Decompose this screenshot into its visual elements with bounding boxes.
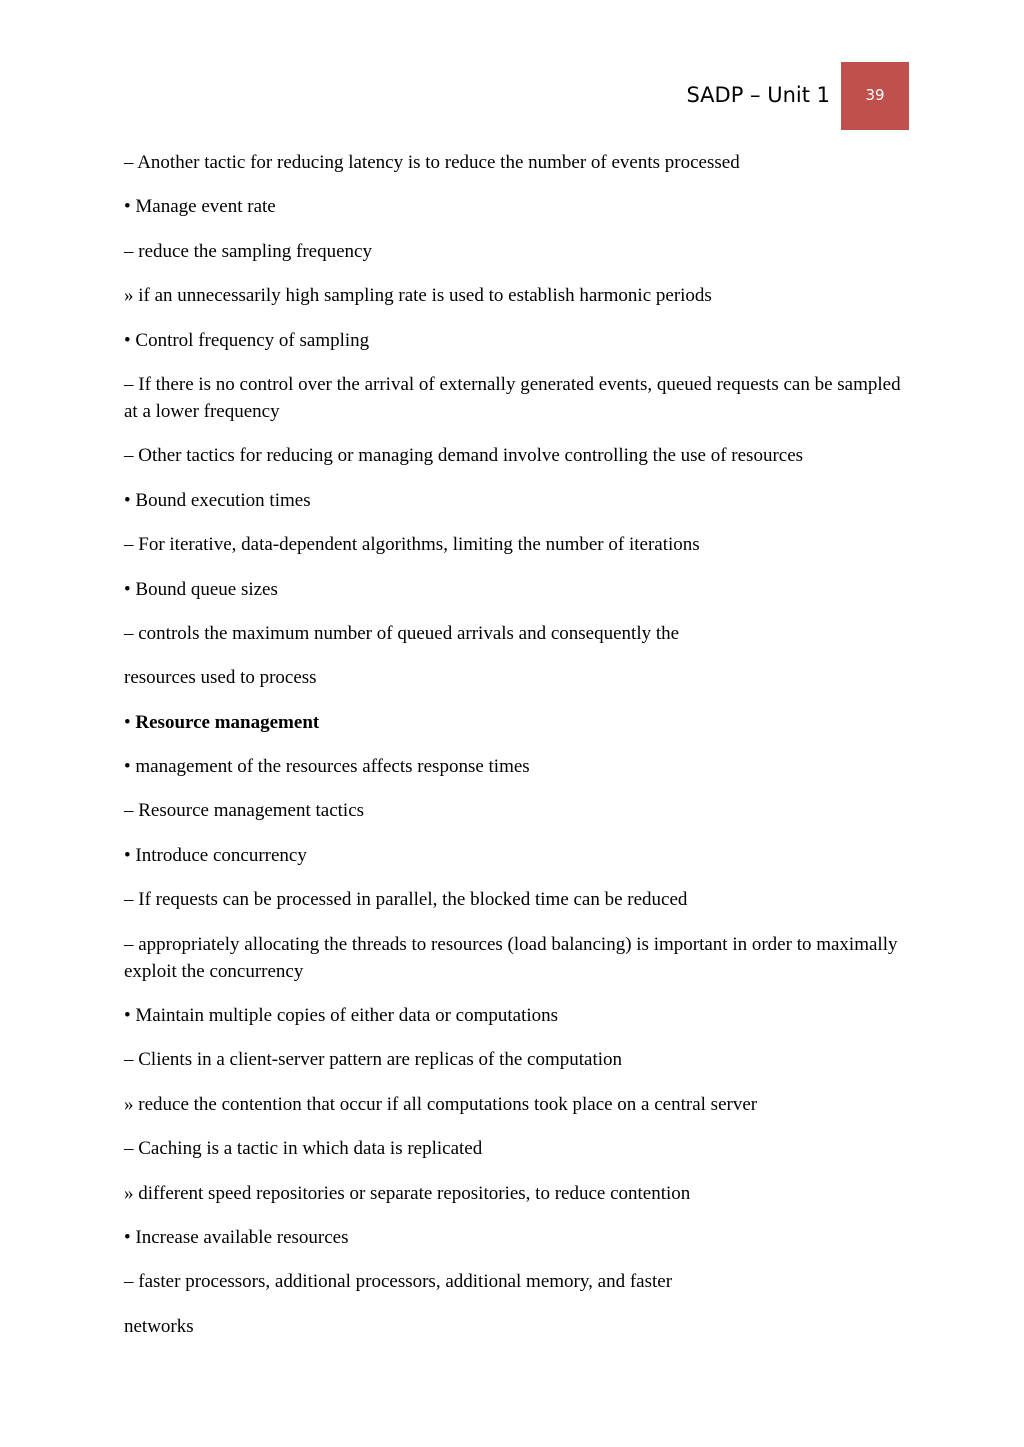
section-heading-resource-management: [124, 709, 904, 736]
paragraph: • management of the resources affects response times: [124, 756, 530, 778]
paragraph: – If there is no control over the arrival of externally generated events, queued requests can be sampled at a lower frequency: [124, 373, 901, 422]
paragraph: – Clients in a client-server pattern are replicas of the computation: [124, 1049, 623, 1071]
paragraph: – For iterative, data-dependent algorithms, limiting the number of iterations: [124, 534, 700, 556]
paragraph: resources used to process: [124, 667, 317, 689]
paragraph: – Caching is a tactic in which data is replicated: [124, 1138, 483, 1160]
paragraph: » if an unnecessarily high sampling rate is used to establish harmonic periods: [124, 285, 712, 307]
heading-label: Resource management: [135, 711, 320, 733]
paragraph: – appropriately allocating the threads to resources (load balancing) is important in order to maximally exploit the concurrency: [124, 933, 898, 982]
paragraph: – Other tactics for reducing or managing demand involve controlling the use of resources: [124, 445, 804, 467]
paragraph: » reduce the contention that occur if all computations took place on a central server: [124, 1093, 758, 1115]
paragraph: – If requests can be processed in parallel, the blocked time can be reduced: [124, 889, 688, 911]
paragraph: • Increase available resources: [124, 1226, 349, 1248]
paragraph: – controls the maximum number of queued arrivals and consequently the: [124, 622, 680, 644]
paragraph: • Manage event rate: [124, 196, 276, 218]
paragraph: – reduce the sampling frequency: [124, 240, 372, 262]
paragraph: • Control frequency of sampling: [124, 329, 370, 351]
page-number: 39: [865, 86, 885, 104]
paragraph: • Maintain multiple copies of either data or computations: [124, 1005, 559, 1027]
paragraph: – faster processors, additional processors, additional memory, and faster: [124, 1271, 673, 1293]
paragraph: • Bound queue sizes: [124, 578, 278, 600]
paragraph: » different speed repositories or separate repositories, to reduce contention: [124, 1182, 691, 1204]
running-header-title: SADP – Unit 1: [686, 83, 830, 107]
paragraph: • Bound execution times: [124, 489, 311, 511]
paragraph: • Introduce concurrency: [124, 844, 307, 866]
paragraph: – Resource management tactics: [124, 800, 365, 822]
body-content: [124, 149, 904, 1357]
paragraph: networks: [124, 1315, 194, 1337]
heading-bullet: •: [124, 711, 136, 733]
paragraph: – Another tactic for reducing latency is to reduce the number of events processed: [124, 152, 740, 173]
page-number-badge: [841, 62, 909, 130]
